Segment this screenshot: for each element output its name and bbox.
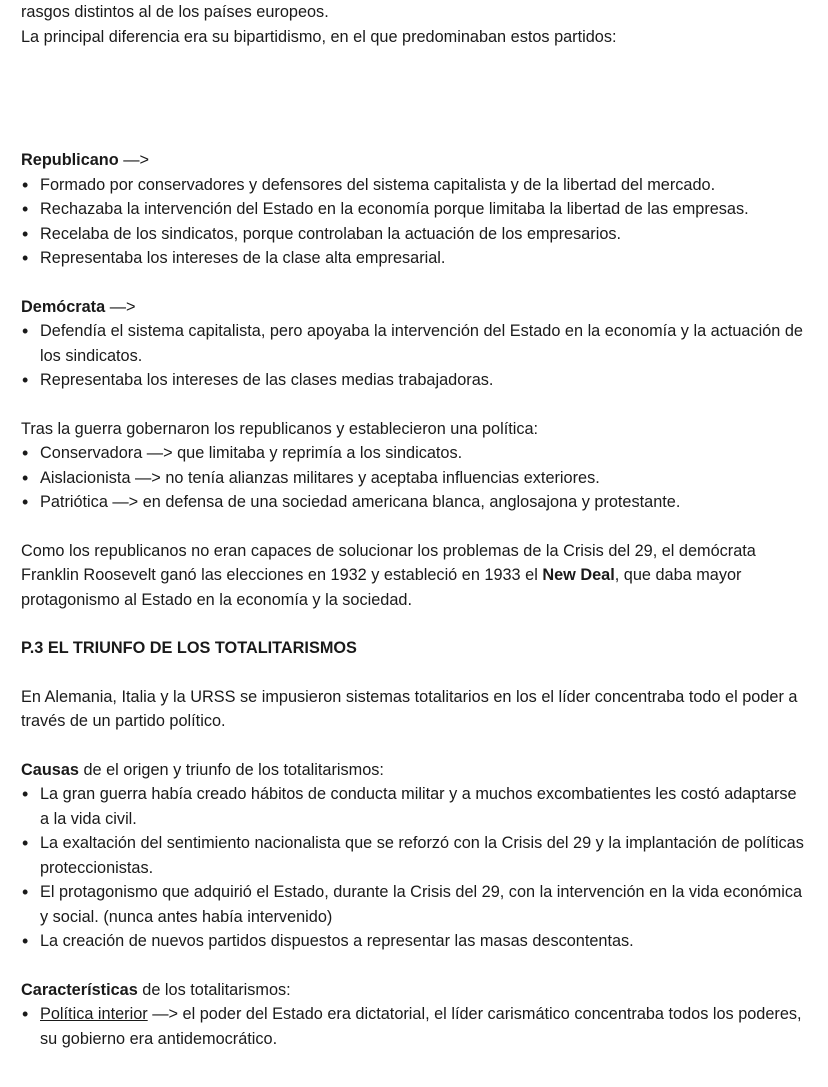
list-item: • Defendía el sistema capitalista, pero apoyaba la intervención del Estado en la economía y la actuación de los sindicatos. (21, 319, 806, 368)
republicano-list (21, 173, 806, 271)
republicano-arrow: —> (118, 151, 150, 169)
politica-interior-text: —> el poder del Estado era dictatorial, el líder carismático concentraba todos los poderes, su gobierno era antidemocrático. (40, 1005, 802, 1048)
list-item: • Patriótica —> en defensa de una sociedad americana blanca, anglosajona y protestante. (21, 490, 806, 515)
list-item: • Recelaba de los sindicatos, porque controlaban la actuación de los empresarios. (21, 222, 806, 247)
section-intro: En Alemania, Italia y la URSS se impusieron sistemas totalitarios en los el líder concentraba todo el poder a través de un partido político. (21, 687, 798, 730)
newdeal-text-before: Como los republicanos no eran capaces de solucionar los problemas de la Crisis del 29, el demócrata Franklin Roosevelt ganó las elecciones en 1932 y estableció en 1933 el (21, 541, 756, 584)
spacer (21, 954, 806, 978)
newdeal-paragraph (21, 539, 806, 613)
causas-list (21, 782, 806, 954)
list-item (21, 1002, 806, 1051)
intro-line-2: La principal diferencia era su bipartidismo, en el que predominaban estos partidos: (21, 27, 617, 46)
list-item: • Formado por conservadores y defensores del sistema capitalista y de la libertad del mercado. (21, 173, 806, 198)
spacer (21, 515, 806, 539)
list-item: • Conservadora —> que limitaba y reprimía a los sindicatos. (21, 441, 806, 466)
republicano-heading (21, 148, 806, 173)
democrata-list (21, 319, 806, 393)
list-item: • Representaba los intereses de la clase alta empresarial. (21, 246, 806, 271)
caracteristicas-rest: de los totalitarismos: (137, 980, 291, 999)
postwar-intro: Tras la guerra gobernaron los republicanos y establecieron una política: (21, 419, 539, 438)
spacer (21, 612, 806, 636)
list-item: • La exaltación del sentimiento nacionalista que se reforzó con la Crisis del 29 y la implantación de políticas proteccionistas. (21, 831, 806, 880)
politica-interior-label: Política interior (40, 1005, 148, 1023)
causas-rest: de el origen y triunfo de los totalitarismos: (78, 760, 384, 779)
spacer (21, 393, 806, 417)
blank-space (21, 49, 806, 148)
democrata-heading (21, 295, 806, 320)
list-item: • El protagonismo que adquirió el Estado, durante la Crisis del 29, con la intervención en la vida económica y social. (nunca antes había intervenido) (21, 880, 806, 929)
spacer (21, 271, 806, 295)
list-item: • Representaba los intereses de las clases medias trabajadoras. (21, 368, 806, 393)
republicano-title: Republicano (21, 151, 119, 169)
causas-title: Causas (21, 760, 79, 779)
list-item: • Rechazaba la intervención del Estado en la economía porque limitaba la libertad de las empresas. (21, 197, 806, 222)
intro-line-1: rasgos distintos al de los países europeos. (21, 3, 329, 21)
newdeal-bold: New Deal (542, 566, 615, 584)
caracteristicas-heading (21, 978, 806, 1003)
democrata-arrow: —> (105, 297, 136, 316)
newdeal-text-after: , que daba mayor protagonismo al Estado en la economía y la sociedad. (21, 566, 742, 609)
list-item: • La creación de nuevos partidos dispuestos a representar las masas descontentas. (21, 929, 806, 954)
postwar-list (21, 441, 806, 515)
spacer (21, 661, 806, 685)
list-item: • La gran guerra había creado hábitos de conducta militar y a muchos excombatientes les costó adaptarse a la vida civil. (21, 782, 806, 831)
list-item: • Aislacionista —> no tenía alianzas militares y aceptaba influencias exteriores. (21, 466, 806, 491)
caracteristicas-list (21, 1002, 806, 1051)
caracteristicas-title: Características (21, 980, 138, 999)
democrata-title: Demócrata (21, 297, 106, 316)
section-heading: P.3 EL TRIUNFO DE LOS TOTALITARISMOS (21, 639, 357, 657)
causas-heading (21, 758, 806, 783)
spacer (21, 734, 806, 758)
